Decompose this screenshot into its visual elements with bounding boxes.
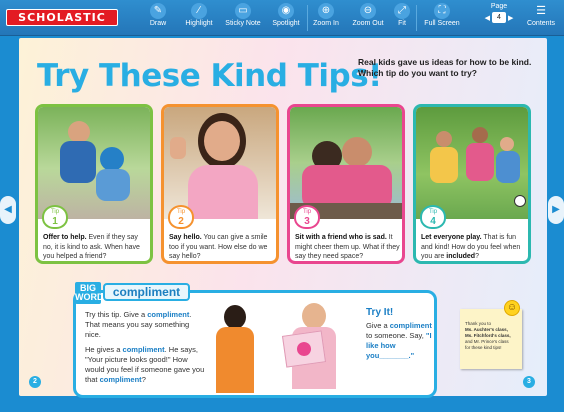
p1-text-a: Try this tip. Give a (85, 310, 148, 319)
tip-3-label: Tip (302, 209, 312, 215)
page-title: Try These Kind Tips! (37, 58, 382, 94)
big-word-tag: BIG WORD (75, 283, 104, 302)
chevron-left-icon: ◀ (4, 204, 12, 215)
girl-head (302, 303, 326, 329)
draw-button[interactable] (145, 3, 171, 33)
child-body (60, 141, 96, 183)
runner-2-head (472, 127, 488, 143)
runner-3-body (496, 151, 520, 183)
note-line-3: Ms. Fitchford's class, (465, 333, 511, 338)
tip-card-4 (413, 104, 531, 264)
toolbar-divider (416, 5, 417, 31)
tip-4-number: 4 (430, 216, 436, 227)
sticky-note-button[interactable] (223, 3, 263, 33)
previous-page-button[interactable] (0, 196, 16, 224)
sticky-note-icon: ▭ (235, 3, 251, 19)
big-word-text (85, 310, 205, 390)
tip-2-text (169, 233, 275, 262)
zoom-in-button[interactable] (311, 3, 341, 33)
highlight-button[interactable] (181, 3, 217, 33)
fit-label: Fit (398, 20, 406, 27)
p2-text-e: ? (141, 375, 146, 384)
soccer-ball (514, 195, 526, 207)
magazine-spread (19, 38, 547, 396)
tip-4-text (421, 233, 527, 262)
big-word-paragraph-1 (85, 310, 205, 340)
tip-card-2 (161, 104, 279, 264)
next-page-button[interactable] (548, 196, 564, 224)
page-number-right: 3 (523, 376, 535, 388)
toolbar (0, 0, 564, 36)
full-screen-button[interactable] (421, 3, 463, 33)
tip-1-text (43, 233, 149, 262)
spotlight-label: Spotlight (272, 20, 300, 27)
highlighter-icon: ∕ (191, 3, 207, 19)
page-navigator (479, 3, 519, 23)
full-screen-label: Full Screen (424, 20, 460, 27)
p2-highlight-1: compliment (122, 345, 165, 354)
zoom-out-label: Zoom Out (352, 20, 384, 27)
tip-4-end: ? (475, 253, 479, 260)
waving-hand (170, 137, 186, 159)
zoom-in-label: Zoom In (313, 20, 339, 27)
tip-1-body: Even if they say no, it is kind to ask. When have you helped a friend? (43, 234, 140, 260)
spotlight-button[interactable] (269, 3, 303, 33)
try-text-a: Give a (366, 321, 390, 330)
tip-3-lead: Sit with a friend who is sad. (295, 234, 387, 241)
toolbar-divider (307, 5, 308, 31)
note-line-2: Ms. Auchter's class, (465, 327, 508, 332)
tip-2-lead: Say hello. (169, 234, 202, 241)
runner-1-body (430, 147, 458, 183)
tip-3-heart-badge (294, 205, 320, 229)
child-2-head (342, 137, 372, 167)
fit-button[interactable] (392, 3, 412, 33)
girl-shirt (188, 165, 258, 219)
tip-4-photo (416, 107, 528, 219)
p1-text-c: . That means you say something nice. (85, 310, 192, 339)
tip-3-text (295, 233, 401, 262)
draw-label: Draw (149, 20, 167, 27)
next-page-arrow-icon[interactable]: ▶ (508, 14, 514, 22)
full-screen-icon: ⛶ (434, 3, 450, 19)
try-it-title: Try It! (366, 307, 394, 318)
tip-2-label: Tip (176, 209, 186, 215)
scholastic-logo: SCHOLASTIC (6, 9, 118, 26)
zoom-in-icon: ⊕ (318, 3, 334, 19)
highlight-label: Highlight (185, 20, 213, 27)
smiley-face-icon: ☺ (504, 300, 520, 316)
tip-1-label: Tip (50, 209, 60, 215)
p2-text-a: He gives a (85, 345, 123, 354)
tip-2-body: You can give a smile too if you want. How else do we say hello? (169, 234, 268, 260)
compliment-photo (210, 297, 270, 395)
tip-1-number: 1 (52, 216, 58, 227)
tip-1-photo (38, 107, 150, 219)
tip-1-lead: Offer to help. (43, 234, 87, 241)
contents-button[interactable] (524, 3, 558, 33)
tip-2-photo (164, 107, 276, 219)
boy-head (224, 305, 246, 329)
helmet (100, 147, 124, 171)
try-it-box (366, 308, 434, 361)
fit-icon: ⤢ (394, 3, 410, 19)
tip-2-heart-badge (168, 205, 194, 229)
runner-2-body (466, 143, 494, 181)
big-word-title: compliment (103, 283, 190, 301)
note-line-1: Thank you to (465, 321, 492, 326)
girl-with-picture-photo (276, 297, 346, 395)
chevron-right-icon: ▶ (552, 204, 560, 215)
spotlight-icon: ◉ (278, 3, 294, 19)
tip-card-3 (287, 104, 405, 264)
zoom-out-icon: ⊖ (360, 3, 376, 19)
drawn-heart (296, 341, 312, 357)
page-label: Page (490, 3, 508, 10)
try-text-c: to someone. Say, (366, 331, 426, 340)
try-quote: "I like how you_______." (366, 331, 432, 360)
tip-4-bold-word: included (446, 253, 476, 260)
tip-4-lead: Let everyone play. (421, 234, 482, 241)
note-line-4: and Mr. Prince's class (465, 339, 509, 344)
girl-face (204, 121, 240, 161)
tip-3-photo (290, 107, 402, 219)
child-head (68, 121, 90, 143)
tip-2-number: 2 (178, 216, 184, 227)
tip-3-number: 3 (304, 216, 310, 227)
sticky-note-label: Sticky Note (225, 20, 261, 27)
contents-list-icon: ☰ (536, 5, 546, 17)
tip-1-heart-badge (42, 205, 68, 229)
tip-3-body: It might cheer them up. What if they say they need space? (295, 234, 400, 260)
tip-4-heart-badge (420, 205, 446, 229)
pencil-icon: ✎ (150, 3, 166, 19)
boy-apron (216, 327, 254, 393)
tip-card-1 (35, 104, 153, 264)
drawing-paper (282, 330, 326, 367)
runner-3-head (500, 137, 514, 151)
tip-4-body: That is fun and kind! How do you feel when you are (421, 234, 521, 260)
page-number-input[interactable] (492, 12, 506, 23)
prev-page-arrow-icon[interactable]: ◀ (484, 14, 490, 22)
runner-1-head (436, 131, 452, 147)
intro-text: Real kids gave us ideas for how to be kind. Which tip do you want to try? (358, 57, 532, 78)
page-number-left: 2 (29, 376, 41, 388)
note-line-5: for these kind tips! (465, 345, 502, 350)
zoom-out-button[interactable] (350, 3, 386, 33)
big-word-paragraph-2 (85, 345, 205, 385)
thank-you-note (460, 309, 522, 369)
skater-body (96, 169, 130, 201)
p2-text-c: . He says, "Your picture looks good!" How would you feel if someone gave you that (85, 345, 205, 384)
tip-4-label: Tip (428, 209, 438, 215)
p1-highlight: compliment (147, 310, 190, 319)
p2-highlight-2: compliment (99, 375, 142, 384)
try-highlight: compliment (389, 321, 432, 330)
contents-label: Contents (526, 20, 556, 27)
